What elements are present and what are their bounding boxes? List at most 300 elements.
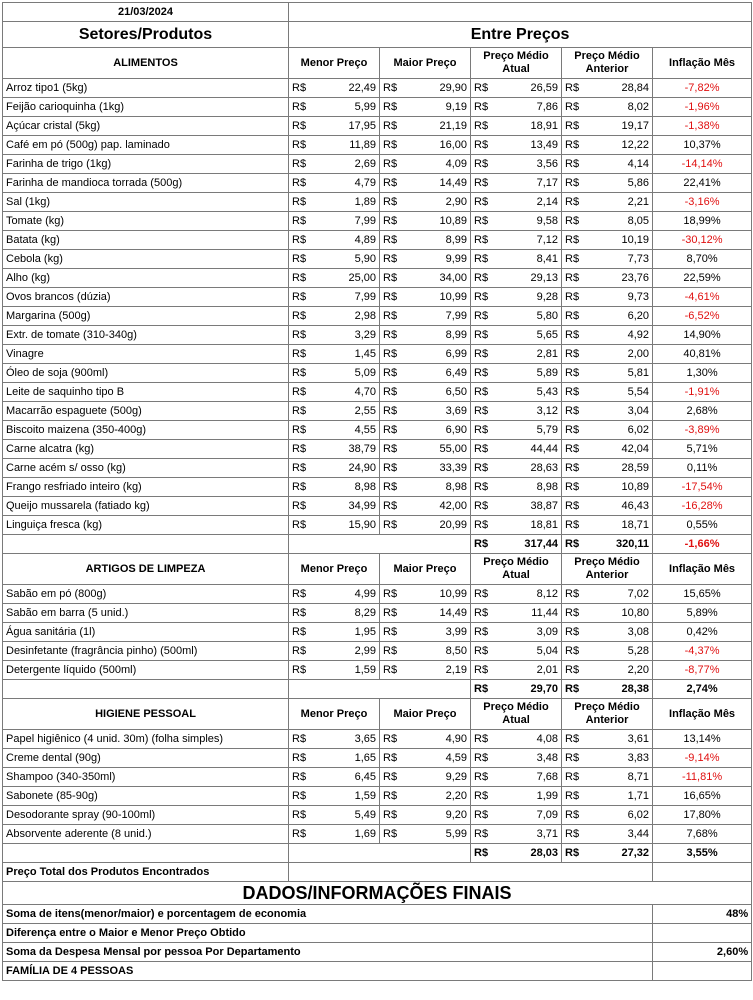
currency-symbol: R$ <box>562 730 582 749</box>
currency-symbol: R$ <box>471 117 491 136</box>
price-anterior: 5,54 <box>582 383 653 402</box>
price-anterior: 2,00 <box>582 345 653 364</box>
price-maior: 8,50 <box>400 642 471 661</box>
product-name: Sabonete (85-90g) <box>3 787 289 806</box>
table-row <box>3 623 752 642</box>
currency-symbol: R$ <box>289 825 309 844</box>
product-name: Alho (kg) <box>3 269 289 288</box>
price-menor: 4,99 <box>309 585 380 604</box>
price-menor: 6,45 <box>309 768 380 787</box>
product-name: Queijo mussarela (fatiado kg) <box>3 497 289 516</box>
total-anterior: 28,38 <box>582 680 653 699</box>
price-anterior: 8,71 <box>582 768 653 787</box>
price-menor: 22,49 <box>309 79 380 98</box>
currency-symbol: R$ <box>471 136 491 155</box>
final-info-row <box>3 924 752 943</box>
price-anterior: 5,81 <box>582 364 653 383</box>
price-atual: 4,08 <box>491 730 562 749</box>
price-menor: 2,98 <box>309 307 380 326</box>
currency-symbol: R$ <box>471 787 491 806</box>
currency-symbol: R$ <box>380 787 400 806</box>
product-name: Açúcar cristal (5kg) <box>3 117 289 136</box>
currency-symbol: R$ <box>562 136 582 155</box>
table-row <box>3 730 752 749</box>
currency-symbol: R$ <box>471 497 491 516</box>
currency-symbol: R$ <box>380 421 400 440</box>
currency-symbol: R$ <box>289 212 309 231</box>
currency-symbol: R$ <box>380 402 400 421</box>
total-inflation: -1,66% <box>653 535 752 554</box>
currency-symbol: R$ <box>471 623 491 642</box>
price-maior: 9,19 <box>400 98 471 117</box>
currency-symbol: R$ <box>380 604 400 623</box>
product-name: Ovos brancos (dúzia) <box>3 288 289 307</box>
product-name: Arroz tipo1 (5kg) <box>3 79 289 98</box>
currency-symbol: R$ <box>562 642 582 661</box>
menor-preco-header: Menor Preço <box>289 48 380 79</box>
currency-symbol: R$ <box>289 421 309 440</box>
currency-symbol: R$ <box>562 231 582 250</box>
price-menor: 3,29 <box>309 326 380 345</box>
price-anterior: 4,14 <box>582 155 653 174</box>
price-menor: 15,90 <box>309 516 380 535</box>
section-total-row <box>3 844 752 863</box>
price-maior: 10,99 <box>400 585 471 604</box>
price-menor: 1,59 <box>309 661 380 680</box>
product-name: Linguiça fresca (kg) <box>3 516 289 535</box>
price-atual: 8,41 <box>491 250 562 269</box>
currency-symbol: R$ <box>289 250 309 269</box>
inflation-value: 13,14% <box>653 730 752 749</box>
price-anterior: 46,43 <box>582 497 653 516</box>
maior-preco-header: Maior Preço <box>380 699 471 730</box>
currency-symbol: R$ <box>380 642 400 661</box>
section-total-row <box>3 680 752 699</box>
product-name: Sabão em barra (5 unid.) <box>3 604 289 623</box>
table-row <box>3 478 752 497</box>
inflation-value: 5,89% <box>653 604 752 623</box>
price-atual: 5,80 <box>491 307 562 326</box>
inflation-value: -1,91% <box>653 383 752 402</box>
blank-cell <box>653 863 752 882</box>
inflation-value: 18,99% <box>653 212 752 231</box>
currency-symbol: R$ <box>380 269 400 288</box>
table-row <box>3 98 752 117</box>
inflation-value: -3,16% <box>653 193 752 212</box>
currency-symbol: R$ <box>562 844 582 863</box>
product-name: Creme dental (90g) <box>3 749 289 768</box>
price-atual: 8,12 <box>491 585 562 604</box>
total-anterior: 320,11 <box>582 535 653 554</box>
currency-symbol: R$ <box>380 825 400 844</box>
currency-symbol: R$ <box>562 117 582 136</box>
header-line: Atual <box>502 63 530 75</box>
currency-symbol: R$ <box>562 307 582 326</box>
header-line: Preço Médio <box>483 701 549 713</box>
currency-symbol: R$ <box>289 459 309 478</box>
product-name: Carne acém s/ osso (kg) <box>3 459 289 478</box>
currency-symbol: R$ <box>289 79 309 98</box>
currency-symbol: R$ <box>562 193 582 212</box>
price-anterior: 6,02 <box>582 806 653 825</box>
inflation-value: 15,65% <box>653 585 752 604</box>
product-name: Sal (1kg) <box>3 193 289 212</box>
table-row <box>3 459 752 478</box>
price-atual: 5,89 <box>491 364 562 383</box>
currency-symbol: R$ <box>380 326 400 345</box>
table-row <box>3 604 752 623</box>
table-row <box>3 136 752 155</box>
currency-symbol: R$ <box>380 440 400 459</box>
price-atual: 7,17 <box>491 174 562 193</box>
price-menor: 17,95 <box>309 117 380 136</box>
currency-symbol: R$ <box>562 661 582 680</box>
currency-symbol: R$ <box>562 478 582 497</box>
product-name: Batata (kg) <box>3 231 289 250</box>
product-name: Vinagre <box>3 345 289 364</box>
header-line: Anterior <box>585 63 629 75</box>
currency-symbol: R$ <box>380 193 400 212</box>
table-row <box>3 326 752 345</box>
currency-symbol: R$ <box>562 421 582 440</box>
inflation-value: 22,59% <box>653 269 752 288</box>
preco-medio-anterior-header <box>562 554 653 585</box>
currency-symbol: R$ <box>289 661 309 680</box>
currency-symbol: R$ <box>380 749 400 768</box>
currency-symbol: R$ <box>289 269 309 288</box>
header-line: Anterior <box>585 569 629 581</box>
price-menor: 2,55 <box>309 402 380 421</box>
header-line: Preço Médio <box>483 50 549 62</box>
currency-symbol: R$ <box>562 585 582 604</box>
table-row <box>3 212 752 231</box>
price-atual: 18,81 <box>491 516 562 535</box>
table-row <box>3 516 752 535</box>
price-anterior: 28,84 <box>582 79 653 98</box>
currency-symbol: R$ <box>289 136 309 155</box>
price-table <box>2 2 752 981</box>
table-row <box>3 79 752 98</box>
product-name: Óleo de soja (900ml) <box>3 364 289 383</box>
currency-symbol: R$ <box>289 642 309 661</box>
price-anterior: 2,20 <box>582 661 653 680</box>
currency-symbol: R$ <box>289 174 309 193</box>
price-menor: 7,99 <box>309 288 380 307</box>
table-row <box>3 174 752 193</box>
product-name: Shampoo (340-350ml) <box>3 768 289 787</box>
currency-symbol: R$ <box>380 768 400 787</box>
inflation-value: -9,14% <box>653 749 752 768</box>
product-name: Desinfetante (fragrância pinho) (500ml) <box>3 642 289 661</box>
price-menor: 2,99 <box>309 642 380 661</box>
price-anterior: 19,17 <box>582 117 653 136</box>
currency-symbol: R$ <box>562 604 582 623</box>
product-name: Macarrão espaguete (500g) <box>3 402 289 421</box>
currency-symbol: R$ <box>562 79 582 98</box>
price-anterior: 28,59 <box>582 459 653 478</box>
price-atual: 3,48 <box>491 749 562 768</box>
price-maior: 2,90 <box>400 193 471 212</box>
price-atual: 8,98 <box>491 478 562 497</box>
price-menor: 4,79 <box>309 174 380 193</box>
price-atual: 2,14 <box>491 193 562 212</box>
price-maior: 33,39 <box>400 459 471 478</box>
price-maior: 20,99 <box>400 516 471 535</box>
currency-symbol: R$ <box>471 250 491 269</box>
blank-cell <box>289 863 653 882</box>
currency-symbol: R$ <box>289 516 309 535</box>
product-name: Cebola (kg) <box>3 250 289 269</box>
currency-symbol: R$ <box>289 478 309 497</box>
currency-symbol: R$ <box>471 585 491 604</box>
price-menor: 38,79 <box>309 440 380 459</box>
price-anterior: 1,71 <box>582 787 653 806</box>
currency-symbol: R$ <box>562 174 582 193</box>
currency-symbol: R$ <box>380 345 400 364</box>
price-anterior: 3,61 <box>582 730 653 749</box>
section-header-row <box>3 554 752 585</box>
inflation-value: -6,52% <box>653 307 752 326</box>
table-row <box>3 364 752 383</box>
price-maior: 6,50 <box>400 383 471 402</box>
price-menor: 11,89 <box>309 136 380 155</box>
final-info-value: 2,60% <box>653 943 752 962</box>
total-inflation: 2,74% <box>653 680 752 699</box>
table-row <box>3 806 752 825</box>
currency-symbol: R$ <box>471 288 491 307</box>
inflation-value: -4,61% <box>653 288 752 307</box>
currency-symbol: R$ <box>471 421 491 440</box>
price-atual: 7,12 <box>491 231 562 250</box>
currency-symbol: R$ <box>471 174 491 193</box>
currency-symbol: R$ <box>471 155 491 174</box>
currency-symbol: R$ <box>562 535 582 554</box>
inflation-value: -3,89% <box>653 421 752 440</box>
currency-symbol: R$ <box>562 768 582 787</box>
section-total-row <box>3 535 752 554</box>
price-menor: 34,99 <box>309 497 380 516</box>
preco-medio-atual-header <box>471 699 562 730</box>
product-name: Café em pó (500g) pap. laminado <box>3 136 289 155</box>
currency-symbol: R$ <box>380 364 400 383</box>
header-line: Preço Médio <box>574 50 640 62</box>
price-atual: 2,81 <box>491 345 562 364</box>
report-date: 21/03/2024 <box>3 3 289 22</box>
currency-symbol: R$ <box>562 269 582 288</box>
price-maior: 16,00 <box>400 136 471 155</box>
inflation-value: 7,68% <box>653 825 752 844</box>
price-atual: 11,44 <box>491 604 562 623</box>
table-row <box>3 250 752 269</box>
price-anterior: 5,86 <box>582 174 653 193</box>
currency-symbol: R$ <box>380 497 400 516</box>
section-title: ARTIGOS DE LIMPEZA <box>3 554 289 585</box>
product-name: Leite de saquinho tipo B <box>3 383 289 402</box>
price-anterior: 18,71 <box>582 516 653 535</box>
price-atual: 44,44 <box>491 440 562 459</box>
currency-symbol: R$ <box>471 680 491 699</box>
currency-symbol: R$ <box>380 730 400 749</box>
price-menor: 4,89 <box>309 231 380 250</box>
currency-symbol: R$ <box>289 117 309 136</box>
total-atual: 28,03 <box>491 844 562 863</box>
currency-symbol: R$ <box>289 787 309 806</box>
currency-symbol: R$ <box>289 98 309 117</box>
currency-symbol: R$ <box>562 326 582 345</box>
inflation-value: -4,37% <box>653 642 752 661</box>
inflation-value: 17,80% <box>653 806 752 825</box>
currency-symbol: R$ <box>471 193 491 212</box>
price-menor: 5,09 <box>309 364 380 383</box>
price-atual: 3,56 <box>491 155 562 174</box>
price-menor: 1,59 <box>309 787 380 806</box>
inflation-value: 2,68% <box>653 402 752 421</box>
table-row <box>3 231 752 250</box>
price-menor: 24,90 <box>309 459 380 478</box>
currency-symbol: R$ <box>471 459 491 478</box>
price-atual: 28,63 <box>491 459 562 478</box>
price-anterior: 7,02 <box>582 585 653 604</box>
price-menor: 5,99 <box>309 98 380 117</box>
total-atual: 29,70 <box>491 680 562 699</box>
price-maior: 3,99 <box>400 623 471 642</box>
price-anterior: 5,28 <box>582 642 653 661</box>
currency-symbol: R$ <box>471 516 491 535</box>
price-maior: 6,49 <box>400 364 471 383</box>
inflation-value: 5,71% <box>653 440 752 459</box>
blank-cell <box>289 3 752 22</box>
price-maior: 2,19 <box>400 661 471 680</box>
price-maior: 34,00 <box>400 269 471 288</box>
price-maior: 10,99 <box>400 288 471 307</box>
inflation-value: -1,96% <box>653 98 752 117</box>
price-menor: 1,45 <box>309 345 380 364</box>
final-info-label: Soma da Despesa Mensal por pessoa Por Departamento <box>3 943 653 962</box>
price-atual: 3,71 <box>491 825 562 844</box>
price-menor: 5,90 <box>309 250 380 269</box>
currency-symbol: R$ <box>289 307 309 326</box>
price-anterior: 10,80 <box>582 604 653 623</box>
maior-preco-header: Maior Preço <box>380 48 471 79</box>
currency-symbol: R$ <box>471 535 491 554</box>
currency-symbol: R$ <box>380 307 400 326</box>
currency-symbol: R$ <box>562 364 582 383</box>
currency-symbol: R$ <box>562 250 582 269</box>
price-maior: 14,49 <box>400 174 471 193</box>
section-header-row <box>3 48 752 79</box>
product-name: Sabão em pó (800g) <box>3 585 289 604</box>
inflation-value: -14,14% <box>653 155 752 174</box>
blank-cell <box>3 680 289 699</box>
price-anterior: 3,08 <box>582 623 653 642</box>
currency-symbol: R$ <box>562 516 582 535</box>
product-name: Frango resfriado inteiro (kg) <box>3 478 289 497</box>
inflacao-header: Inflação Mês <box>653 48 752 79</box>
inflation-value: 1,30% <box>653 364 752 383</box>
table-row <box>3 661 752 680</box>
currency-symbol: R$ <box>380 478 400 497</box>
price-atual: 1,99 <box>491 787 562 806</box>
currency-symbol: R$ <box>562 98 582 117</box>
price-anterior: 10,19 <box>582 231 653 250</box>
table-row <box>3 193 752 212</box>
price-menor: 4,55 <box>309 421 380 440</box>
price-maior: 2,20 <box>400 787 471 806</box>
price-maior: 29,90 <box>400 79 471 98</box>
price-maior: 14,49 <box>400 604 471 623</box>
currency-symbol: R$ <box>562 806 582 825</box>
price-atual: 3,09 <box>491 623 562 642</box>
product-name: Margarina (500g) <box>3 307 289 326</box>
blank-cell <box>3 844 289 863</box>
price-maior: 6,99 <box>400 345 471 364</box>
preco-medio-atual-header <box>471 554 562 585</box>
price-maior: 42,00 <box>400 497 471 516</box>
currency-symbol: R$ <box>562 440 582 459</box>
final-info-label: FAMÍLIA DE 4 PESSOAS <box>3 962 653 981</box>
price-maior: 55,00 <box>400 440 471 459</box>
currency-symbol: R$ <box>562 212 582 231</box>
final-info-value <box>653 924 752 943</box>
table-row <box>3 345 752 364</box>
price-maior: 3,69 <box>400 402 471 421</box>
currency-symbol: R$ <box>562 497 582 516</box>
currency-symbol: R$ <box>562 155 582 174</box>
currency-symbol: R$ <box>471 768 491 787</box>
product-name: Tomate (kg) <box>3 212 289 231</box>
inflacao-header: Inflação Mês <box>653 554 752 585</box>
currency-symbol: R$ <box>380 623 400 642</box>
blank-cell <box>3 535 289 554</box>
currency-symbol: R$ <box>562 749 582 768</box>
product-name: Papel higiênico (4 unid. 30m) (folha simples) <box>3 730 289 749</box>
preco-medio-anterior-header <box>562 699 653 730</box>
price-anterior: 12,22 <box>582 136 653 155</box>
currency-symbol: R$ <box>471 440 491 459</box>
product-name: Detergente líquido (500ml) <box>3 661 289 680</box>
header-line: Preço Médio <box>574 701 640 713</box>
currency-symbol: R$ <box>289 383 309 402</box>
section-header-row <box>3 699 752 730</box>
price-atual: 2,01 <box>491 661 562 680</box>
currency-symbol: R$ <box>471 98 491 117</box>
currency-symbol: R$ <box>380 79 400 98</box>
price-menor: 3,65 <box>309 730 380 749</box>
currency-symbol: R$ <box>380 516 400 535</box>
final-info-row <box>3 943 752 962</box>
product-name: Biscoito maizena (350-400g) <box>3 421 289 440</box>
currency-symbol: R$ <box>289 749 309 768</box>
preco-medio-anterior-header <box>562 48 653 79</box>
header-line: Preço Médio <box>574 556 640 568</box>
currency-symbol: R$ <box>562 345 582 364</box>
inflation-value: -7,82% <box>653 79 752 98</box>
currency-symbol: R$ <box>289 585 309 604</box>
final-info-row <box>3 905 752 924</box>
currency-symbol: R$ <box>471 345 491 364</box>
product-name: Extr. de tomate (310-340g) <box>3 326 289 345</box>
table-row <box>3 421 752 440</box>
maior-preco-header: Maior Preço <box>380 554 471 585</box>
currency-symbol: R$ <box>471 212 491 231</box>
price-menor: 4,70 <box>309 383 380 402</box>
table-row <box>3 288 752 307</box>
currency-symbol: R$ <box>289 288 309 307</box>
price-anterior: 23,76 <box>582 269 653 288</box>
menor-preco-header: Menor Preço <box>289 699 380 730</box>
section-title: HIGIENE PESSOAL <box>3 699 289 730</box>
currency-symbol: R$ <box>471 326 491 345</box>
